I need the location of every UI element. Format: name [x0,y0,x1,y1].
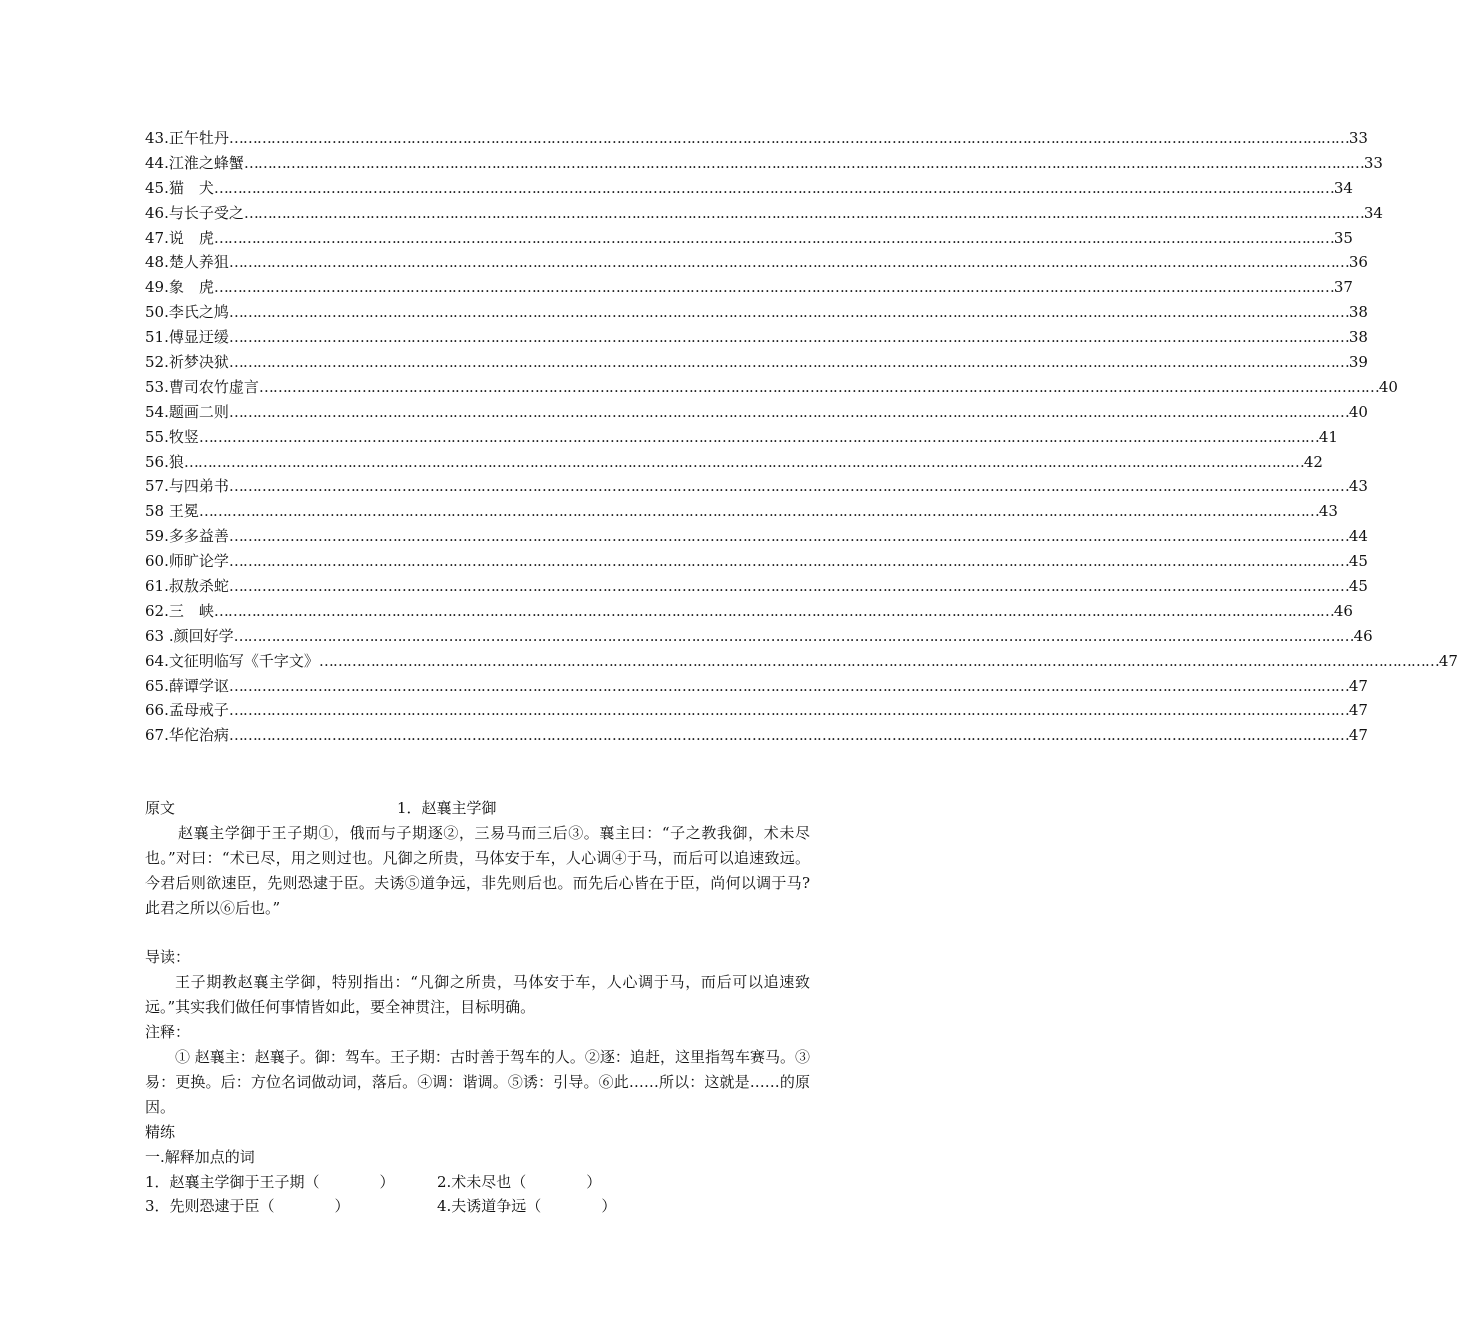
toc-page-number: 46 [1353,626,1373,645]
toc-entry [145,350,1368,375]
toc-leader-dots: …………………………………………………………………………………………………………………………………………………………………………………………………………………… [213,178,1334,197]
toc-page-number: 40 [1378,377,1398,396]
toc-leader-dots: …………………………………………………………………………………………………………………………………………………………………………………………………………………… [228,701,1349,720]
toc-leader-dots: …………………………………………………………………………………………………………………………………………………………………………………………………………………… [318,651,1439,670]
toc-page-number: 34 [1363,203,1383,222]
toc-leader-dots: …………………………………………………………………………………………………………………………………………………………………………………………………………………… [228,726,1349,745]
notes-text: ① 赵襄主：赵襄子。御：驾车。王子期：古时善于驾车的人。②逐：追赶，这里指驾车赛马。③易：更换。后：方位名词做动词，落后。④调：谐调。⑤诱：引导。⑥此……所以：这就是……的原因。 [145,1048,810,1116]
toc-leader-dots: …………………………………………………………………………………………………………………………………………………………………………………………………………………… [228,328,1349,347]
toc-entry-title: 46.与长子受之 [145,203,244,222]
toc-page-number: 36 [1348,253,1368,272]
toc-entry-title: 50.李氏之鸠 [145,303,229,322]
toc-entry [145,275,1353,300]
toc-leader-dots: …………………………………………………………………………………………………………………………………………………………………………………………………………………… [228,577,1349,596]
toc-entry [145,151,1383,176]
toc-leader-dots: …………………………………………………………………………………………………………………………………………………………………………………………………………………… [228,552,1349,571]
toc-entry-title: 57.与四弟书 [145,477,229,496]
exercise-title: 一.解释加点的词 [145,1147,255,1166]
toc-entry [145,226,1353,251]
toc-leader-dots: …………………………………………………………………………………………………………………………………………………………………………………………………………………… [198,502,1319,521]
toc-entry-title: 65.薛谭学讴 [145,676,229,695]
toc-leader-dots: …………………………………………………………………………………………………………………………………………………………………………………………………………………… [243,203,1364,222]
spacer [145,921,810,946]
toc-page-number: 35 [1333,228,1353,247]
toc-entry-title: 61.叔敖杀蛇 [145,577,229,596]
toc-leader-dots: …………………………………………………………………………………………………………………………………………………………………………………………………………………… [198,427,1319,446]
toc-entry-title: 64.文征明临写《千字文》 [145,651,319,670]
toc-leader-dots: …………………………………………………………………………………………………………………………………………………………………………………………………………………… [243,153,1364,172]
toc-entry-title: 43.正午牡丹 [145,129,229,147]
table-of-contents [145,126,1458,748]
toc-entry-title: 54.题画二则 [145,402,229,421]
question-row [145,1170,810,1195]
toc-entry [145,549,1368,574]
toc-entry-title: 55.牧竖 [145,427,199,446]
toc-entry-title: 67.华佗治病 [145,726,229,745]
toc-page-number: 45 [1348,577,1368,596]
toc-entry [145,698,1368,723]
toc-entry [145,723,1368,748]
toc-entry-title: 49.象 虎 [145,278,214,297]
toc-leader-dots: …………………………………………………………………………………………………………………………………………………………………………………………………………………… [213,228,1334,247]
toc-leader-dots: …………………………………………………………………………………………………………………………………………………………………………………………………………………… [233,626,1354,645]
toc-entry-title: 58 王冕 [145,502,199,521]
question-3: 3．先则恐逮于臣（ ） [145,1197,350,1216]
toc-page-number: 38 [1348,328,1368,347]
toc-page-number: 42 [1303,452,1323,471]
toc-page-number: 47 [1348,676,1368,695]
toc-entry [145,574,1368,599]
toc-entry-title: 47.说 虎 [145,228,214,247]
toc-entry-title: 52.祈梦决狱 [145,353,229,372]
guide-text: 王子期教赵襄主学御，特别指出：“凡御之所贵，马体安于车，人心调于马，而后可以追速致远。”其实我们做任何事情皆如此，要全神贯注，目标明确。 [145,973,810,1017]
toc-entry [145,176,1353,201]
toc-page-number: 40 [1348,402,1368,421]
toc-entry-title: 63 .颜回好学 [145,626,234,645]
toc-leader-dots: …………………………………………………………………………………………………………………………………………………………………………………………………………………… [258,377,1379,396]
question-4: 4.夫诱道争远（ ） [437,1197,617,1216]
toc-entry [145,649,1458,674]
toc-leader-dots: …………………………………………………………………………………………………………………………………………………………………………………………………………………… [228,676,1349,695]
toc-leader-dots: …………………………………………………………………………………………………………………………………………………………………………………………………………………… [213,601,1334,620]
toc-entry [145,201,1383,226]
toc-page-number: 47 [1348,726,1368,745]
toc-leader-dots: …………………………………………………………………………………………………………………………………………………………………………………………………………………… [213,278,1334,297]
toc-entry-title: 56.狼 [145,452,184,471]
toc-leader-dots: …………………………………………………………………………………………………………………………………………………………………………………………………………………… [228,402,1349,421]
toc-entry [145,126,1368,151]
toc-entry [145,375,1398,400]
question-2: 2.术未尽也（ ） [437,1172,602,1191]
toc-entry [145,524,1368,549]
toc-page-number: 33 [1348,129,1368,147]
toc-leader-dots: …………………………………………………………………………………………………………………………………………………………………………………………………………………… [228,477,1349,496]
toc-entry [145,450,1323,475]
toc-leader-dots: …………………………………………………………………………………………………………………………………………………………………………………………………………………… [228,353,1349,372]
lesson-title: 1．赵襄主学御 [397,799,497,817]
toc-leader-dots: …………………………………………………………………………………………………………………………………………………………………………………………………………………… [228,303,1349,322]
toc-entry [145,674,1368,699]
toc-page-number: 47 [1348,701,1368,720]
toc-entry-title: 51.傅显迂缓 [145,328,229,347]
toc-entry [145,425,1338,450]
toc-entry-title: 53.曹司农竹虚言 [145,377,259,396]
toc-entry-title: 60.师旷论学 [145,552,229,571]
notes-label: 注释： [145,1023,191,1042]
original-text: 赵襄主学御于王子期①，俄而与子期逐②，三易马而三后③。襄主曰：“子之教我御，术未尽也。”对曰：“术已尽，用之则过也。凡御之所贵，马体安于车，人心调④于马，而后可以追速致远。今君后则欲速臣，先则恐逮于臣。夫诱⑤道争远，非先则后也。而先后心皆在于臣，尚何以调于马?此君之所以⑥后也。” [145,823,810,917]
toc-entry-title: 48.楚人养狙 [145,253,229,272]
toc-page-number: 43 [1318,502,1338,521]
toc-entry [145,499,1338,524]
toc-page-number: 33 [1363,153,1383,172]
toc-entry [145,325,1368,350]
toc-page-number: 47 [1438,651,1458,670]
guide-label: 导读： [145,948,191,967]
toc-leader-dots: …………………………………………………………………………………………………………………………………………………………………………………………………………………… [183,452,1304,471]
toc-page-number: 44 [1348,527,1368,546]
toc-page-number: 41 [1318,427,1338,446]
question-row [145,1194,810,1219]
lesson-content [145,796,810,1219]
toc-page-number: 34 [1333,178,1353,197]
toc-entry-title: 45.猫 犬 [145,178,214,197]
toc-leader-dots: …………………………………………………………………………………………………………………………………………………………………………………………………………………… [228,253,1349,272]
question-1: 1．赵襄主学御于王子期（ ） [145,1172,395,1191]
toc-page-number: 45 [1348,552,1368,571]
toc-leader-dots: …………………………………………………………………………………………………………………………………………………………………………………………………………………… [228,129,1349,147]
toc-entry [145,599,1353,624]
toc-entry-title: 44.江淮之蜂蟹 [145,153,244,172]
toc-entry-title: 59.多多益善 [145,527,229,546]
toc-entry-title: 62.三 峡 [145,601,214,620]
toc-page-number: 43 [1348,477,1368,496]
section-heading [145,796,810,821]
toc-page-number: 46 [1333,601,1353,620]
toc-entry-title: 66.孟母戒子 [145,701,229,720]
toc-entry [145,300,1368,325]
original-text-label: 原文 [145,799,176,817]
toc-leader-dots: …………………………………………………………………………………………………………………………………………………………………………………………………………………… [228,527,1349,546]
toc-page-number: 39 [1348,353,1368,372]
toc-entry [145,624,1373,649]
toc-page-number: 38 [1348,303,1368,322]
toc-page-number: 37 [1333,278,1353,297]
practice-label: 精练 [145,1122,176,1141]
toc-entry [145,400,1368,425]
toc-entry [145,250,1368,275]
toc-entry [145,474,1368,499]
